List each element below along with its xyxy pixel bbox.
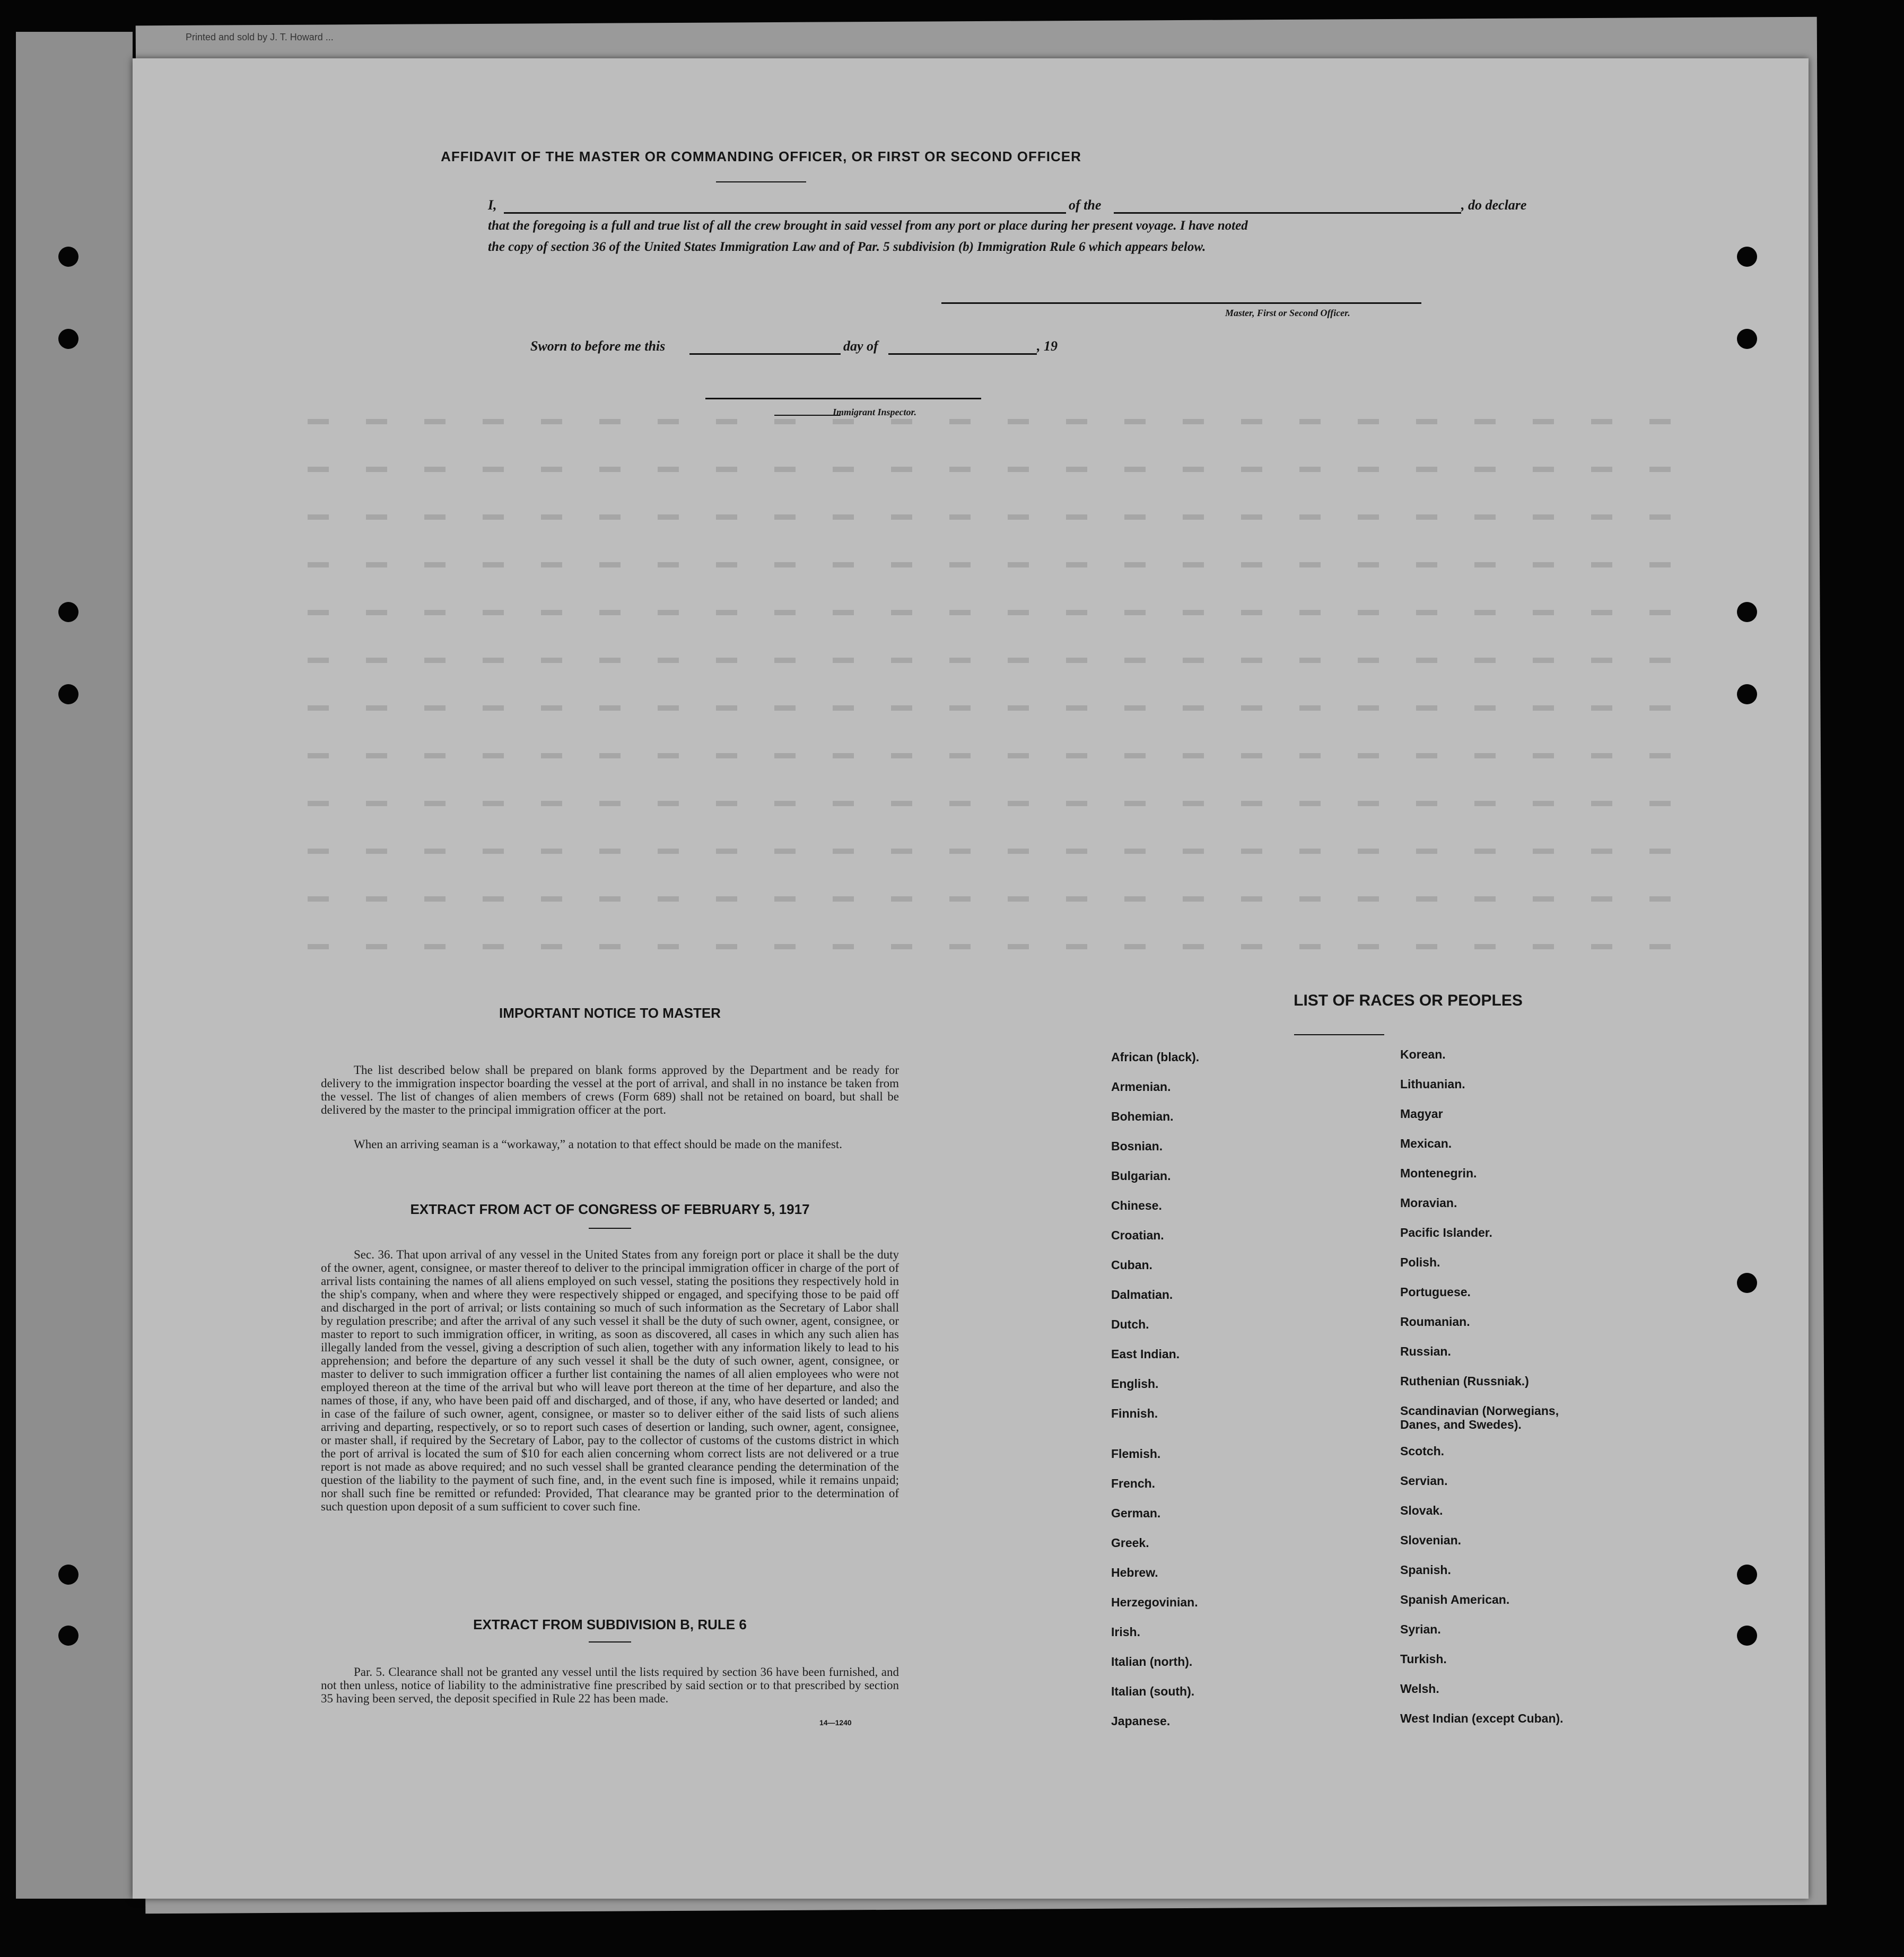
punch-hole: [1737, 1565, 1757, 1585]
race-item: Welsh.: [1400, 1682, 1439, 1696]
notice-title: IMPORTANT NOTICE TO MASTER: [499, 1005, 721, 1021]
race-item: Moravian.: [1400, 1196, 1457, 1210]
race-item: Korean.: [1400, 1047, 1446, 1061]
punch-hole: [58, 602, 78, 622]
race-item: African (black).: [1111, 1050, 1200, 1064]
race-item: Armenian.: [1111, 1080, 1171, 1094]
bleed-through-row: [308, 753, 1687, 758]
race-item: Montenegrin.: [1400, 1166, 1477, 1180]
race-item: Scotch.: [1400, 1444, 1445, 1458]
act-extract-paragraph: Sec. 36. That upon arrival of any vessel in the United States from any foreign port or place it shall be the duty of the owner, agent, consignee, or master thereof to deliver to the principal immigration officer in charge of the port of arrival lists containing the names of all aliens employed on such vessel, stating the positions they respectively hold in the ship's company, when and where they were respectively shipped or engaged, and specifying those to be paid off and discharged in the port of arrival; or lists containing so much of such information as the Secretary of Labor shall by regulation prescribe; and after the arrival of any such vessel it shall be the duty of such owner, agent, consignee, or master to report to such immigration officer, in writing, as soon as discovered, all cases in which any such alien has illegally landed from the vessel, giving a description of such alien, together with any information likely to lead to his apprehension; and before the departure of any such vessel it shall be the duty of such owner, agent, consignee, or master to deliver to such immigration officer a further list containing the names of all alien employees who were not employed thereon at the time of the arrival but who will leave port thereon at the time of her departure, and also the names of those, if any, who have been paid off and discharged, and of those, if any, who have deserted or landed; and in case of the failure of such owner, agent, consignee, or master so to deliver either of the said lists of such aliens arriving and departing, respectively, or so to report such cases of desertion or landing, such owner, agent, consignee, or master shall, if required by the Secretary of Labor, pay to the collector of customs of the customs district in which the port of arrival is located the sum of $10 for each alien concerning whom correct lists are not delivered or a true report is not made as above required; and no such vessel shall be granted clearance pending the determination of the question of the liability to the payment of such fine, and, in the event such fine is imposed, while it remains unpaid; nor shall such fine be remitted or refunded: Provided, That clearance may be granted prior to the determination of such question upon deposit of a sum sufficient to cover such fine.: [321, 1248, 899, 1513]
races-list-right-column: [1400, 1047, 1697, 1741]
race-item: Bulgarian.: [1111, 1169, 1171, 1183]
notice-paragraph-1: The list described below shall be prepared on blank forms approved by the Department and be ready for delivery to the immigration inspector boarding the vessel at the port of arrival, and shall in no instance be taken from the vessel. The list of changes of alien members of crews (Form 689) shall not be retained on board, but shall be delivered by the master to the principal immigration officer at the port.: [321, 1063, 899, 1116]
inspector-label-rule: [774, 415, 841, 416]
sworn-year-label: , 19: [1037, 338, 1058, 354]
race-item: Slovak.: [1400, 1504, 1443, 1517]
race-item: Pacific Islander.: [1400, 1226, 1492, 1239]
race-item: Cuban.: [1111, 1258, 1152, 1272]
punch-hole: [1737, 1273, 1757, 1293]
races-list-left-column: [1111, 1050, 1366, 1744]
races-list-title: LIST OF RACES OR PEOPLES: [1294, 992, 1523, 1009]
race-item: West Indian (except Cuban).: [1400, 1711, 1564, 1725]
affidavit-i-label: I,: [488, 197, 497, 213]
race-item: Flemish.: [1111, 1447, 1161, 1461]
race-item: Hebrew.: [1111, 1566, 1158, 1579]
race-item: Chinese.: [1111, 1199, 1162, 1212]
rule-title-underline: [589, 1641, 631, 1643]
punch-hole: [58, 684, 78, 704]
bleed-through-row: [308, 610, 1687, 615]
race-item: Italian (north).: [1111, 1655, 1193, 1668]
race-item: Italian (south).: [1111, 1684, 1195, 1698]
bleed-through-row: [308, 944, 1687, 949]
race-item: Slovenian.: [1400, 1533, 1462, 1547]
bleed-through-row: [308, 896, 1687, 902]
race-item: Russian.: [1400, 1344, 1451, 1358]
race-item: Greek.: [1111, 1536, 1149, 1550]
punch-hole: [58, 247, 78, 267]
bleed-through-row: [308, 705, 1687, 711]
underlying-sheet-edge: [16, 32, 133, 1899]
bleed-through-row: [308, 849, 1687, 854]
document-page: [133, 32, 1809, 1899]
race-item: Polish.: [1400, 1255, 1440, 1269]
race-item: Ruthenian (Russniak.): [1400, 1374, 1529, 1388]
race-item: Mexican.: [1400, 1137, 1452, 1150]
affidavit-title: AFFIDAVIT OF THE MASTER OR COMMANDING OFFICER, OR FIRST OR SECOND OFFICER: [441, 148, 1081, 164]
race-item: Syrian.: [1400, 1622, 1441, 1636]
race-item: French.: [1111, 1477, 1156, 1490]
notice-paragraph-2: When an arriving seaman is a “workaway,” a notation to that effect should be made on the manifest.: [354, 1138, 842, 1151]
bleed-through-row: [308, 467, 1687, 472]
race-item: Roumanian.: [1400, 1315, 1470, 1329]
race-item: Japanese.: [1111, 1714, 1171, 1728]
sworn-month-blank-line: [888, 353, 1037, 355]
races-title-underline: [1294, 1034, 1384, 1035]
race-item: Servian.: [1400, 1474, 1448, 1488]
race-item: East Indian.: [1111, 1347, 1180, 1361]
sworn-prefix-label: Sworn to before me this: [530, 338, 666, 354]
printer-imprint: Printed and sold by J. T. Howard ...: [186, 32, 334, 42]
race-item: Turkish.: [1400, 1652, 1447, 1666]
affidavit-statement-line2: the copy of section 36 of the United States Immigration Law and of Par. 5 subdivision (b) Immigration Rule 6 which appears below.: [488, 240, 1206, 254]
race-item: German.: [1111, 1506, 1161, 1520]
punch-hole: [1737, 602, 1757, 622]
bleed-through-row: [308, 658, 1687, 663]
race-item: English.: [1111, 1377, 1159, 1391]
race-item: Spanish.: [1400, 1563, 1451, 1577]
affidavit-of-the-label: of the: [1069, 197, 1102, 213]
race-item: Portuguese.: [1400, 1285, 1471, 1299]
race-item: Dalmatian.: [1111, 1288, 1173, 1301]
punch-hole: [58, 1565, 78, 1585]
inspector-label: Immigrant Inspector.: [833, 407, 917, 417]
race-item: Spanish American.: [1400, 1593, 1510, 1606]
act-title-underline: [589, 1228, 631, 1229]
affidavit-declare-label: , do declare: [1461, 197, 1527, 213]
punch-hole: [1737, 329, 1757, 349]
sworn-day-blank-line: [689, 353, 841, 355]
punch-hole: [1737, 247, 1757, 267]
sworn-day-of-label: day of: [843, 338, 878, 354]
race-item: Bosnian.: [1111, 1139, 1163, 1153]
race-item: Lithuanian.: [1400, 1077, 1465, 1091]
inspector-signature-line: [705, 398, 981, 399]
act-extract-title: EXTRACT FROM ACT OF CONGRESS OF FEBRUARY 5, 1917: [410, 1201, 810, 1217]
form-number: 14—1240: [819, 1718, 852, 1727]
race-item: Finnish.: [1111, 1406, 1158, 1420]
race-item: Scandinavian (Norwegians, Danes, and Swedes).: [1400, 1404, 1559, 1431]
affidavit-statement-line1: that the foregoing is a full and true list of all the crew brought in said vessel from any port or place during her present voyage. I have noted: [488, 219, 1248, 233]
vessel-blank-line: [1114, 212, 1461, 214]
rule-extract-title: EXTRACT FROM SUBDIVISION B, RULE 6: [473, 1617, 747, 1632]
master-signature-label: Master, First or Second Officer.: [1225, 308, 1350, 318]
rule-extract-paragraph: Par. 5. Clearance shall not be granted any vessel until the lists required by section 36 have been furnished, and not then unless, notice of liability to the administrative fine prescribed by said section or to that prescribed by section 35 having been served, the deposit specified in Rule 22 has been made.: [321, 1665, 899, 1705]
bleed-through-row: [308, 419, 1687, 424]
name-blank-line: [504, 212, 1066, 214]
punch-hole: [1737, 684, 1757, 704]
bleed-through-row: [308, 514, 1687, 520]
race-item: Bohemian.: [1111, 1109, 1174, 1123]
bleed-through-row: [308, 801, 1687, 806]
race-item: Herzegovinian.: [1111, 1595, 1198, 1609]
race-item: Croatian.: [1111, 1228, 1164, 1242]
punch-hole: [1737, 1626, 1757, 1646]
bleed-through-row: [308, 562, 1687, 567]
race-item: Magyar: [1400, 1107, 1443, 1121]
race-item: Irish.: [1111, 1625, 1140, 1639]
title-underline: [716, 181, 806, 182]
punch-hole: [58, 329, 78, 349]
punch-hole: [58, 1626, 78, 1646]
master-signature-line: [941, 302, 1421, 304]
race-item: Dutch.: [1111, 1317, 1149, 1331]
